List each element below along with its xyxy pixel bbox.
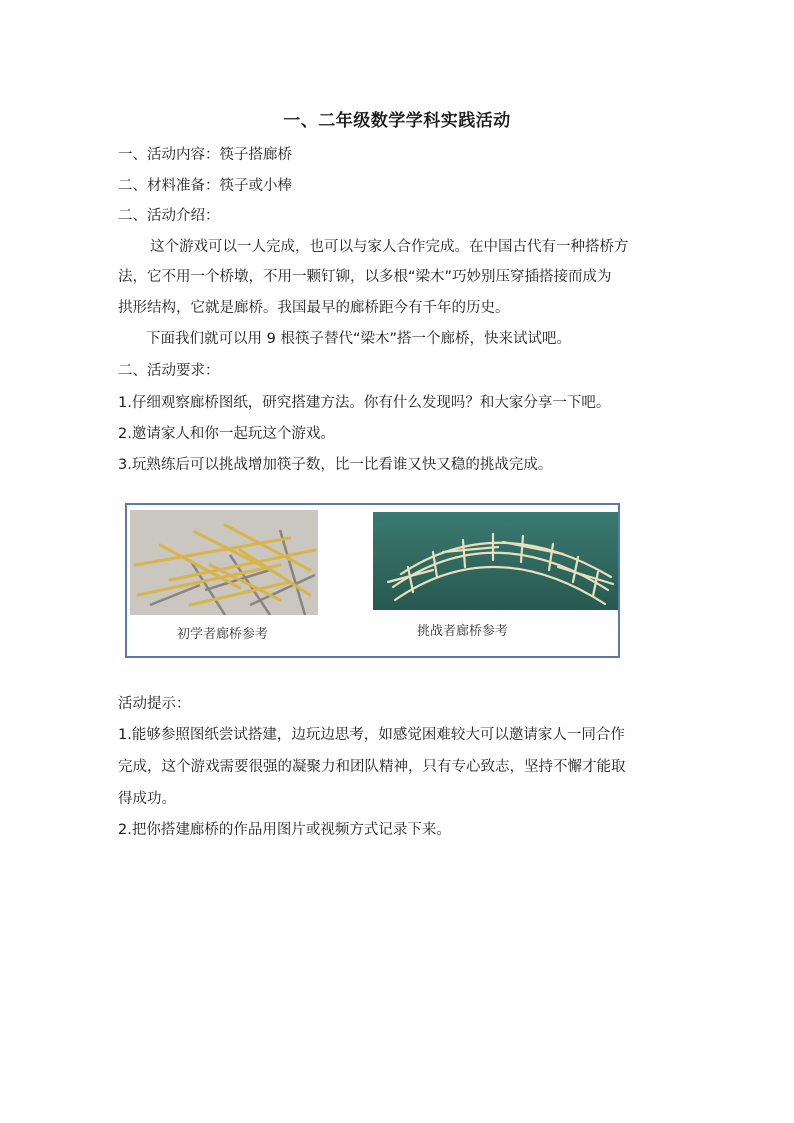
activity-content-line: 一、活动内容：筷子搭廊桥 bbox=[118, 147, 292, 163]
intro-paragraph-line-1: 这个游戏可以一人完成，也可以与家人合作完成。在中国古代有一种搭桥方 bbox=[150, 239, 629, 255]
caption-beginner: 初学者廊桥参考 bbox=[177, 627, 269, 642]
intro-paragraph-line-3: 拱形结构，它就是廊桥。我国最早的廊桥距今有千年的历史。 bbox=[118, 300, 510, 316]
page-title: 一、二年级数学学科实践活动 bbox=[283, 111, 511, 131]
tip-1-line-3: 得成功。 bbox=[118, 791, 176, 807]
beginner-bridge-photo bbox=[130, 510, 318, 615]
materials-line: 二、材料准备：筷子或小棒 bbox=[118, 178, 292, 194]
intro-paragraph-2: 下面我们就可以用 9 根筷子替代“梁木”搭一个廊桥，快来试试吧。 bbox=[146, 331, 571, 347]
requirement-2: 2.邀请家人和你一起玩这个游戏。 bbox=[118, 426, 335, 442]
bridge-reference-figure bbox=[125, 503, 620, 658]
intro-heading: 二、活动介绍： bbox=[118, 208, 220, 224]
tips-heading: 活动提示： bbox=[118, 696, 191, 712]
tip-1-line-2: 完成，这个游戏需要很强的凝聚力和团队精神，只有专心致志，坚持不懈才能取 bbox=[118, 759, 626, 775]
requirements-heading: 二、活动要求： bbox=[118, 363, 220, 379]
requirement-3: 3.玩熟练后可以挑战增加筷子数，比一比看谁又快又稳的挑战完成。 bbox=[118, 457, 553, 473]
tip-2: 2.把你搭建廊桥的作品用图片或视频方式记录下来。 bbox=[118, 822, 451, 838]
challenger-bridge-photo bbox=[373, 512, 618, 610]
caption-challenger: 挑战者廊桥参考 bbox=[417, 624, 509, 639]
intro-paragraph-line-2: 法，它不用一个桥墩，不用一颗钉铆，以多根“梁木”巧妙别压穿插搭接而成为 bbox=[118, 269, 612, 285]
tip-1-line-1: 1.能够参照图纸尝试搭建，边玩边思考，如感觉困难较大可以邀请家人一同合作 bbox=[118, 727, 625, 743]
requirement-1: 1.仔细观察廊桥图纸，研究搭建方法。你有什么发现吗？和大家分享一下吧。 bbox=[118, 395, 611, 411]
